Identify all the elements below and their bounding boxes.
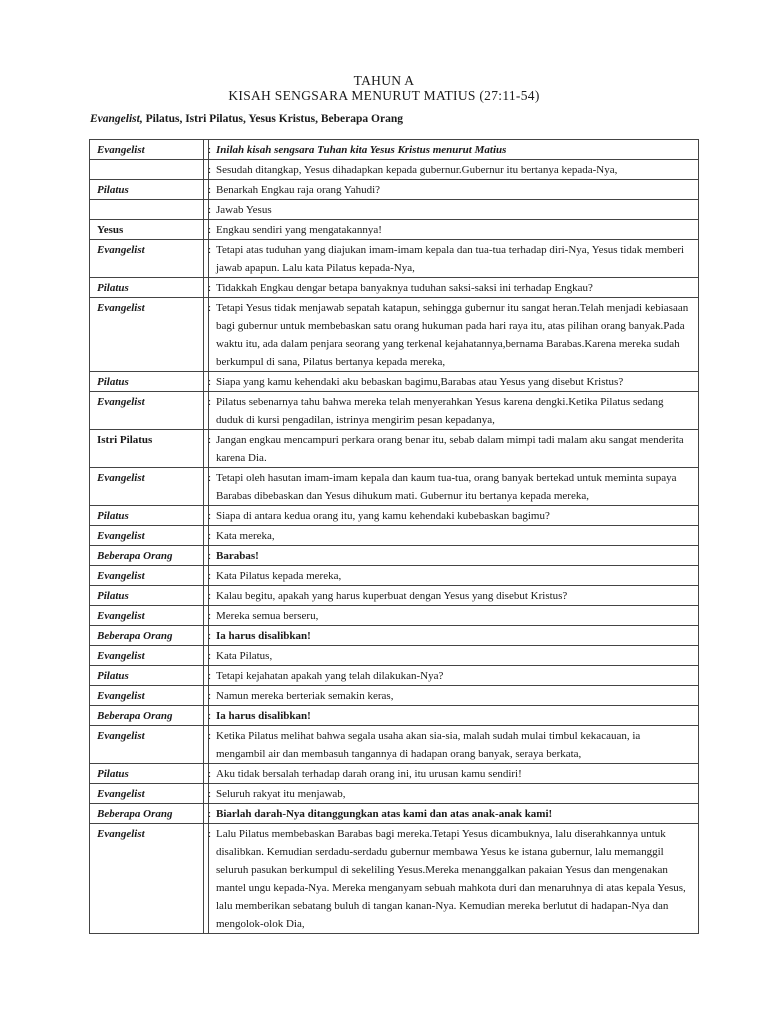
colon-cell: : — [204, 298, 209, 372]
script-row — [90, 180, 699, 200]
dialogue-cell: Mereka semua berseru, — [209, 606, 699, 626]
speaker-cell: Evangelist — [90, 566, 204, 586]
colon-cell: : — [204, 686, 209, 706]
dialogue-cell: Aku tidak bersalah terhadap darah orang ini, itu urusan kamu sendiri! — [209, 764, 699, 784]
script-row — [90, 278, 699, 298]
speaker-cell: Pilatus — [90, 586, 204, 606]
colon-cell: : — [204, 784, 209, 804]
dialogue-cell: Kata mereka, — [209, 526, 699, 546]
speaker-cell: Evangelist — [90, 526, 204, 546]
speaker-cell: Pilatus — [90, 278, 204, 298]
script-row — [90, 646, 699, 666]
script-body — [90, 140, 699, 934]
dialogue-cell: Pilatus sebenarnya tahu bahwa mereka telah menyerahkan Yesus karena dengki.Ketika Pilatus sedang duduk di kursi pengadilan, istrinya mengirim pesan kepadanya, — [209, 392, 699, 430]
dialogue-cell: Namun mereka berteriak semakin keras, — [209, 686, 699, 706]
script-row — [90, 804, 699, 824]
speaker-cell: Evangelist — [90, 606, 204, 626]
colon-cell: : — [204, 646, 209, 666]
cast-others: Pilatus, Istri Pilatus, Yesus Kristus, Beberapa Orang — [142, 113, 403, 125]
script-row — [90, 686, 699, 706]
script-row — [90, 586, 699, 606]
dialogue-cell: Jangan engkau mencampuri perkara orang benar itu, sebab dalam mimpi tadi malam aku sangat menderita karena Dia. — [209, 430, 699, 468]
script-row — [90, 140, 699, 160]
colon-cell: : — [204, 240, 209, 278]
speaker-cell: Evangelist — [90, 686, 204, 706]
colon-cell: : — [204, 546, 209, 566]
dialogue-cell: Tetapi Yesus tidak menjawab sepatah katapun, sehingga gubernur itu sangat heran.Telah menjadi kebiasaan bagi gubernur untuk membebaskan satu orang hukuman pada hari raya itu, atas pilihan orang banyak.Pada waktu itu, ada dalam penjara seorang yang terkenal kejahatannya,bernama Barabas.Karena mereka sudah berkumpul di sana, Pilatus bertanya kepada mereka, — [209, 298, 699, 372]
speaker-cell: Evangelist — [90, 298, 204, 372]
script-row — [90, 298, 699, 372]
dialogue-cell: Seluruh rakyat itu menjawab, — [209, 784, 699, 804]
script-row — [90, 666, 699, 686]
speaker-cell — [90, 200, 204, 220]
dialogue-cell: Kata Pilatus, — [209, 646, 699, 666]
speaker-cell: Evangelist — [90, 726, 204, 764]
dialogue-cell: Sesudah ditangkap, Yesus dihadapkan kepada gubernur.Gubernur itu bertanya kepada-Nya, — [209, 160, 699, 180]
colon-cell: : — [204, 140, 209, 160]
speaker-cell: Beberapa Orang — [90, 546, 204, 566]
script-row — [90, 506, 699, 526]
colon-cell: : — [204, 372, 209, 392]
script-row — [90, 220, 699, 240]
script-row — [90, 606, 699, 626]
dialogue-cell: Lalu Pilatus membebaskan Barabas bagi mereka.Tetapi Yesus dicambuknya, lalu diserahkannya untuk disalibkan. Kemudian serdadu-serdadu gubernur membawa Yesus ke istana gubernur, lalu memanggil seluruh pasukan berkumpul di sekeliling Yesus.Mereka menanggalkan pakaian Yesus dan mengenakan mantel ungu kepada-Nya. Mereka menganyam sebuah mahkota duri dan menaruhnya di atas kepala Yesus, lalu memberikan sebatang buluh di tangan kanan-Nya. Kemudian mereka berlutut di hadapan-Nya dan mengolok-olok Dia, — [209, 824, 699, 934]
colon-cell: : — [204, 804, 209, 824]
dialogue-cell: Tetapi atas tuduhan yang diajukan imam-imam kepala dan tua-tua terhadap diri-Nya, Yesus tidak memberi jawab apapun. Lalu kata Pilatus kepada-Nya, — [209, 240, 699, 278]
colon-cell: : — [204, 430, 209, 468]
script-table — [89, 139, 699, 934]
dialogue-cell: Ketika Pilatus melihat bahwa segala usaha akan sia-sia, malah sudah mulai timbul kekacauan, ia mengambil air dan membasuh tangannya di hadapan orang banyak, seraya berkata, — [209, 726, 699, 764]
script-row — [90, 526, 699, 546]
cast-list — [90, 113, 403, 125]
dialogue-cell: Siapa di antara kedua orang itu, yang kamu kehendaki kubebaskan bagimu? — [209, 506, 699, 526]
script-row — [90, 468, 699, 506]
colon-cell: : — [204, 392, 209, 430]
speaker-cell: Evangelist — [90, 646, 204, 666]
dialogue-cell: Ia harus disalibkan! — [209, 706, 699, 726]
colon-cell: : — [204, 706, 209, 726]
speaker-cell: Pilatus — [90, 666, 204, 686]
colon-cell: : — [204, 200, 209, 220]
colon-cell: : — [204, 220, 209, 240]
dialogue-cell: Kata Pilatus kepada mereka, — [209, 566, 699, 586]
colon-cell: : — [204, 506, 209, 526]
speaker-cell: Pilatus — [90, 506, 204, 526]
speaker-cell: Beberapa Orang — [90, 626, 204, 646]
document-title-passion: KISAH SENGSARA MENURUT MATIUS (27:11-54) — [228, 88, 540, 103]
colon-cell: : — [204, 764, 209, 784]
script-row — [90, 566, 699, 586]
dialogue-cell: Biarlah darah-Nya ditanggungkan atas kami dan atas anak-anak kami! — [209, 804, 699, 824]
colon-cell: : — [204, 626, 209, 646]
speaker-cell: Evangelist — [90, 468, 204, 506]
colon-cell: : — [204, 666, 209, 686]
colon-cell: : — [204, 566, 209, 586]
dialogue-cell: Jawab Yesus — [209, 200, 699, 220]
script-row — [90, 546, 699, 566]
dialogue-cell: Tetapi oleh hasutan imam-imam kepala dan kaum tua-tua, orang banyak bertekad untuk meminta supaya Barabas dibebaskan dan Yesus dihukum mati. Gubernur itu bertanya kepada mereka, — [209, 468, 699, 506]
colon-cell: : — [204, 586, 209, 606]
speaker-cell: Yesus — [90, 220, 204, 240]
script-row — [90, 726, 699, 764]
colon-cell: : — [204, 606, 209, 626]
dialogue-cell: Siapa yang kamu kehendaki aku bebaskan bagimu,Barabas atau Yesus yang disebut Kristus? — [209, 372, 699, 392]
script-row — [90, 240, 699, 278]
script-row — [90, 784, 699, 804]
speaker-cell: Beberapa Orang — [90, 804, 204, 824]
speaker-cell: Evangelist — [90, 784, 204, 804]
speaker-cell: Beberapa Orang — [90, 706, 204, 726]
dialogue-cell: Tidakkah Engkau dengar betapa banyaknya tuduhan saksi-saksi ini terhadap Engkau? — [209, 278, 699, 298]
script-row — [90, 160, 699, 180]
dialogue-cell: Kalau begitu, apakah yang harus kuperbuat dengan Yesus yang disebut Kristus? — [209, 586, 699, 606]
cast-evangelist: Evangelist, — [90, 113, 143, 125]
speaker-cell: Pilatus — [90, 764, 204, 784]
colon-cell: : — [204, 726, 209, 764]
script-row — [90, 824, 699, 934]
speaker-cell: Evangelist — [90, 140, 204, 160]
colon-cell: : — [204, 526, 209, 546]
dialogue-cell: Inilah kisah sengsara Tuhan kita Yesus Kristus menurut Matius — [209, 140, 699, 160]
dialogue-cell: Barabas! — [209, 546, 699, 566]
dialogue-cell: Ia harus disalibkan! — [209, 626, 699, 646]
script-row — [90, 764, 699, 784]
script-row — [90, 392, 699, 430]
colon-cell: : — [204, 468, 209, 506]
colon-cell: : — [204, 278, 209, 298]
script-row — [90, 200, 699, 220]
speaker-cell: Evangelist — [90, 824, 204, 934]
dialogue-cell: Benarkah Engkau raja orang Yahudi? — [209, 180, 699, 200]
speaker-cell — [90, 160, 204, 180]
script-row — [90, 706, 699, 726]
colon-cell: : — [204, 160, 209, 180]
script-row — [90, 626, 699, 646]
colon-cell: : — [204, 824, 209, 934]
speaker-cell: Evangelist — [90, 392, 204, 430]
dialogue-cell: Tetapi kejahatan apakah yang telah dilakukan-Nya? — [209, 666, 699, 686]
speaker-cell: Pilatus — [90, 180, 204, 200]
speaker-cell: Evangelist — [90, 240, 204, 278]
colon-cell: : — [204, 180, 209, 200]
document-title-year: TAHUN A — [353, 73, 415, 88]
script-row — [90, 430, 699, 468]
speaker-cell: Pilatus — [90, 372, 204, 392]
script-row — [90, 372, 699, 392]
speaker-cell: Istri Pilatus — [90, 430, 204, 468]
dialogue-cell: Engkau sendiri yang mengatakannya! — [209, 220, 699, 240]
